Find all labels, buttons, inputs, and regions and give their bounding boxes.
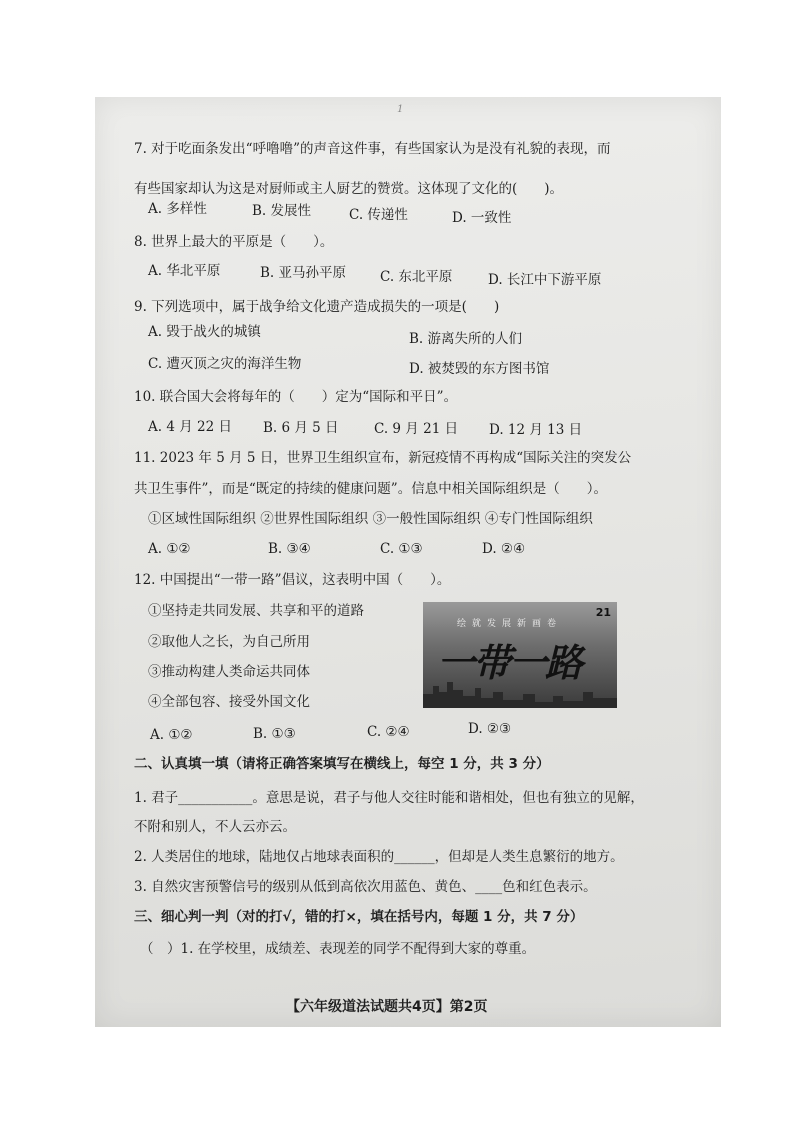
q11-stem-line2: 共卫生事件”，而是“既定的持续的健康问题”。信息中相关国际组织是（ ）。	[134, 481, 607, 497]
q10-option-a: A. 4 月 22 日	[148, 419, 232, 435]
q10-stem: 10. 联合国大会将每年的（ ）定为“国际和平日”。	[134, 389, 458, 405]
banner-skyline-graphic	[423, 674, 617, 708]
section3-heading: 三、细心判一判（对的打√，错的打×，填在括号内，每题 1 分，共 7 分）	[134, 909, 584, 925]
q9-option-c: C. 遭灭顶之灾的海洋生物	[148, 356, 302, 372]
section2-q1-line1: 1. 君子___________。意思是说，君子与他人交往时能和谐相处，但也有独立的见解，	[134, 790, 644, 806]
q12-statement-3: ③推动构建人类命运共同体	[148, 664, 310, 680]
page-footer: 【六年级道法试题共4页】第2页	[286, 999, 488, 1015]
q9-stem: 9. 下列选项中，属于战争给文化遗产造成损失的一项是( )	[134, 299, 500, 315]
q12-option-c: C. ②④	[367, 724, 410, 740]
q7-option-a: A. 多样性	[148, 201, 207, 217]
q11-option-b: B. ③④	[268, 541, 311, 557]
q8-option-d: D. 长江中下游平原	[488, 272, 602, 288]
q11-statements: ①区域性国际组织 ②世界性国际组织 ③一般性国际组织 ④专门性国际组织	[148, 511, 593, 527]
q12-option-a: A. ①②	[150, 727, 193, 743]
q9-option-a: A. 毁于战火的城镇	[148, 324, 261, 340]
q8-option-c: C. 东北平原	[380, 269, 453, 285]
q11-option-c: C. ①③	[380, 541, 423, 557]
q11-option-a: A. ①②	[148, 541, 191, 557]
q12-option-b: B. ①③	[253, 726, 296, 742]
banner-top-text: 绘就发展新画卷	[457, 619, 563, 629]
section2-heading: 二、认真填一填（请将正确答案填写在横线上，每空 1 分，共 3 分）	[134, 756, 550, 772]
belt-and-road-banner-image	[423, 602, 617, 708]
q12-statement-2: ②取他人之长，为自己所用	[148, 634, 310, 650]
q8-option-a: A. 华北平原	[148, 263, 221, 279]
q7-option-d: D. 一致性	[452, 210, 512, 226]
q12-statement-4: ④全部包容、接受外国文化	[148, 694, 310, 710]
section2-q3: 3. 自然灾害预警信号的级别从低到高依次用蓝色、黄色、____色和红色表示。	[134, 879, 597, 895]
q10-option-d: D. 12 月 13 日	[489, 422, 583, 438]
q8-option-b: B. 亚马孙平原	[260, 265, 347, 281]
q7-option-c: C. 传递性	[349, 207, 408, 223]
q12-statement-1: ①坚持走共同发展、共享和平的道路	[148, 603, 364, 619]
q11-stem-line1: 11. 2023 年 5 月 5 日，世界卫生组织宣布，新冠疫情不再构成“国际关注的突发公	[134, 450, 632, 466]
q12-option-d: D. ②③	[468, 721, 512, 737]
q11-option-d: D. ②④	[482, 541, 526, 557]
q10-option-b: B. 6 月 5 日	[263, 420, 339, 436]
banner-calligraphy-text: 一带一路	[437, 640, 582, 685]
q7-option-b: B. 发展性	[252, 203, 312, 219]
section2-q2: 2. 人类居住的地球，陆地仅占地球表面积的______，但却是人类生息繁衍的地方。	[134, 849, 624, 865]
q9-option-b: B. 游离失所的人们	[409, 331, 523, 347]
section2-q1-line2: 不附和别人，不人云亦云。	[134, 819, 296, 835]
q7-stem-line1: 7. 对于吃面条发出“呼噜噜”的声音这件事，有些国家认为是没有礼貌的表现，而	[134, 141, 611, 157]
q12-stem: 12. 中国提出“一带一路”倡议，这表明中国（ ）。	[134, 572, 451, 588]
banner-logo: 21	[595, 606, 611, 619]
q7-stem-line2: 有些国家却认为这是对厨师或主人厨艺的赞赏。这体现了文化的( )。	[134, 181, 564, 197]
corner-mark: 1	[397, 104, 404, 115]
q8-stem: 8. 世界上最大的平原是（ ）。	[134, 234, 334, 250]
q9-option-d: D. 被焚毁的东方图书馆	[409, 361, 550, 377]
q10-option-c: C. 9 月 21 日	[374, 421, 459, 437]
section3-q1: （ ）1. 在学校里，成绩差、表现差的同学不配得到大家的尊重。	[140, 941, 536, 957]
